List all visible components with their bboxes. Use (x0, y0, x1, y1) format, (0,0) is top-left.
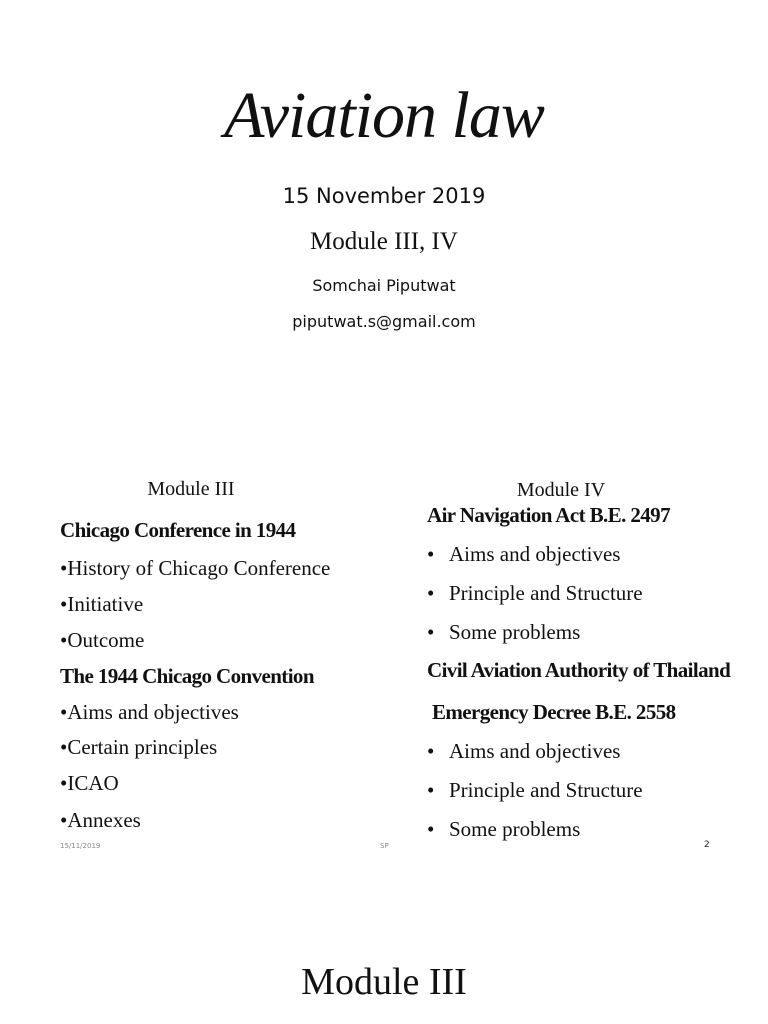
module-3-list-item: •Aims and objectives (60, 700, 239, 724)
module-3-list-item: •Initiative (60, 592, 144, 616)
module-4-list-item: • Some problems (427, 817, 581, 841)
module-4-list-item: • Aims and objectives (427, 542, 621, 566)
module-3-list-item: •ICAO (60, 771, 119, 795)
slide-date: 15 November 2019 (282, 184, 486, 208)
module-3-section-heading: Chicago Conference in 1944 (60, 518, 296, 542)
footer-initials: SP (380, 842, 389, 850)
author-name: Somchai Piputwat (312, 276, 456, 295)
module-4-list-item: • Principle and Structure (427, 778, 643, 802)
module-3-list-item: •History of Chicago Conference (60, 556, 331, 580)
footer-date: 15/11/2019 (60, 842, 101, 850)
module-4-title: Module IV (516, 479, 606, 501)
author-email: piputwat.s@gmail.com (292, 312, 476, 331)
module-3-list-item: •Outcome (60, 628, 145, 652)
module-3-title: Module III (147, 478, 235, 500)
slide-title: Aviation law (224, 79, 544, 152)
module-4-list-item: • Some problems (427, 620, 581, 644)
module-4-list-item: • Principle and Structure (427, 581, 643, 605)
module-3-section-heading: The 1944 Chicago Convention (60, 664, 314, 688)
module-4-section-heading: Civil Aviation Authority of Thailand (427, 658, 731, 682)
module-4-section-heading: Emergency Decree B.E. 2558 (432, 700, 676, 724)
module-3-list-item: •Certain principles (60, 735, 218, 759)
page-number: 2 (704, 840, 710, 850)
module-3-list-item: •Annexes (60, 808, 141, 832)
module-4-section-heading: Air Navigation Act B.E. 2497 (427, 503, 670, 527)
slide-3-title: Module III (301, 961, 467, 1003)
module-4-list-item: • Aims and objectives (427, 739, 621, 763)
slide-module-heading: Module III, IV (310, 228, 458, 255)
